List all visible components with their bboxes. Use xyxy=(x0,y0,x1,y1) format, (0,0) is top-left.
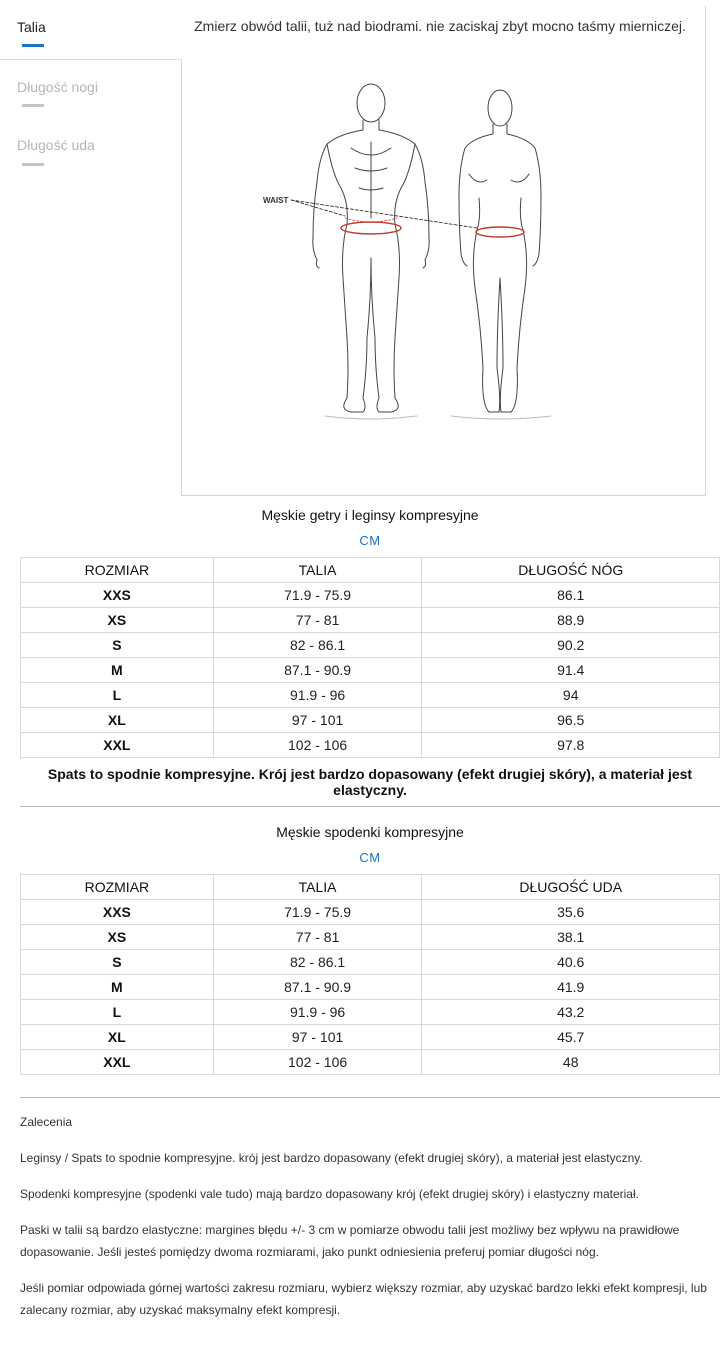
waist-cell: 91.9 - 96 xyxy=(213,1000,422,1025)
body-illustration xyxy=(255,78,560,428)
table-row xyxy=(21,1025,720,1050)
table2-title: Męskie spodenki kompresyjne xyxy=(276,824,464,840)
size-cell: M xyxy=(21,975,214,1000)
length-cell: 35.6 xyxy=(422,900,720,925)
header-thigh-length: DŁUGOŚĆ UDA xyxy=(422,875,720,900)
length-cell: 48 xyxy=(422,1050,720,1075)
size-cell: L xyxy=(21,1000,214,1025)
header-size: ROZMIAR xyxy=(21,875,214,900)
table-row xyxy=(21,1000,720,1025)
table-row xyxy=(21,658,720,683)
recommendation-paragraph: Leginsy / Spats to spodnie kompresyjne. krój jest bardzo dopasowany (efekt drugiej skóry), a materiał jest elastyczny. xyxy=(20,1151,643,1165)
header-size: ROZMIAR xyxy=(21,558,214,583)
table-row xyxy=(21,608,720,633)
male-figure-icon xyxy=(313,84,429,412)
waist-cell: 97 - 101 xyxy=(213,1025,422,1050)
length-cell: 41.9 xyxy=(422,975,720,1000)
length-cell: 91.4 xyxy=(422,658,720,683)
tab-leg-length-indicator xyxy=(22,104,44,107)
tab-leg-length[interactable] xyxy=(0,60,182,120)
length-cell: 40.6 xyxy=(422,950,720,975)
table2-unit: CM xyxy=(359,850,381,865)
table1-unit: CM xyxy=(359,533,381,548)
tab-list xyxy=(0,0,182,497)
waist-cell: 102 - 106 xyxy=(213,1050,422,1075)
header-waist: TALIA xyxy=(213,558,422,583)
waist-cell: 82 - 86.1 xyxy=(213,633,422,658)
table-row xyxy=(21,733,720,758)
waist-cell: 87.1 - 90.9 xyxy=(213,975,422,1000)
section-divider xyxy=(20,1097,720,1098)
waist-cell: 71.9 - 75.9 xyxy=(213,583,422,608)
waist-cell: 97 - 101 xyxy=(213,708,422,733)
waist-cell: 102 - 106 xyxy=(213,733,422,758)
tab-waist-indicator xyxy=(22,44,44,47)
female-figure-icon xyxy=(459,90,541,412)
waist-cell: 77 - 81 xyxy=(213,608,422,633)
table1-title: Męskie getry i leginsy kompresyjne xyxy=(261,507,479,523)
table-row xyxy=(21,683,720,708)
size-cell: XS xyxy=(21,608,214,633)
table-row xyxy=(21,1050,720,1075)
length-cell: 94 xyxy=(422,683,720,708)
recommendation-paragraph: Spodenki kompresyjne (spodenki vale tudo) mają bardzo dopasowany krój (efekt drugiej skóry) i elastyczny materiał. xyxy=(20,1187,639,1201)
size-cell: L xyxy=(21,683,214,708)
waist-cell: 87.1 - 90.9 xyxy=(213,658,422,683)
recommendation-paragraph: Jeśli pomiar odpowiada górnej wartości zakresu rozmiaru, wybierz większy rozmiar, aby uzyskać bardzo lekki efekt kompresji, lub zalecany rozmiar, aby uzyskać maksymalny efekt kompresji. xyxy=(20,1281,707,1317)
waist-cell: 71.9 - 75.9 xyxy=(213,900,422,925)
table-header-row xyxy=(21,558,720,583)
recommendations-heading: Zalecenia xyxy=(20,1115,73,1129)
size-cell: XXL xyxy=(21,1050,214,1075)
recommendation-paragraph: Paski w talii są bardzo elastyczne: margines błędu +/- 3 cm w pomiarze obwodu talii jest możliwy bez wpływu na prawidłowe dopasowanie. Jeśli jesteś pomiędzy dwoma rozmiarami, jako punkt odniesienia preferuj pomiar długości nóg. xyxy=(20,1223,680,1259)
header-leg-length: DŁUGOŚĆ NÓG xyxy=(422,558,720,583)
shorts-size-table xyxy=(20,874,720,1075)
table-row xyxy=(21,925,720,950)
measurement-tabs xyxy=(0,0,721,497)
table-row xyxy=(21,583,720,608)
tab-thigh-length[interactable] xyxy=(0,119,182,179)
tab-leg-length-label: Długość nogi xyxy=(17,79,98,95)
size-cell: S xyxy=(21,950,214,975)
waist-cell: 82 - 86.1 xyxy=(213,950,422,975)
size-cell: XXL xyxy=(21,733,214,758)
size-cell: XL xyxy=(21,1025,214,1050)
waist-cell: 77 - 81 xyxy=(213,925,422,950)
header-waist: TALIA xyxy=(213,875,422,900)
table-row xyxy=(21,708,720,733)
tab-waist[interactable] xyxy=(0,0,182,60)
tab-thigh-length-indicator xyxy=(22,163,44,166)
table-row xyxy=(21,633,720,658)
waist-cell: 91.9 - 96 xyxy=(213,683,422,708)
length-cell: 86.1 xyxy=(422,583,720,608)
length-cell: 90.2 xyxy=(422,633,720,658)
table-header-row xyxy=(21,875,720,900)
length-cell: 38.1 xyxy=(422,925,720,950)
length-cell: 97.8 xyxy=(422,733,720,758)
size-cell: XXS xyxy=(21,900,214,925)
size-cell: M xyxy=(21,658,214,683)
size-cell: XXS xyxy=(21,583,214,608)
size-cell: XS xyxy=(21,925,214,950)
table-row xyxy=(21,950,720,975)
length-cell: 43.2 xyxy=(422,1000,720,1025)
size-cell: XL xyxy=(21,708,214,733)
length-cell: 45.7 xyxy=(422,1025,720,1050)
table-row xyxy=(21,975,720,1000)
waist-label: WAIST xyxy=(263,196,289,205)
table-row xyxy=(21,900,720,925)
length-cell: 96.5 xyxy=(422,708,720,733)
table1-note: Spats to spodnie kompresyjne. Krój jest bardzo dopasowany (efekt drugiej skóry), a materiał jest elastyczny. xyxy=(47,766,693,798)
section-divider xyxy=(20,806,720,807)
length-cell: 88.9 xyxy=(422,608,720,633)
waist-instruction: Zmierz obwód talii, tuż nad biodrami. nie zaciskaj zbyt mocno taśmy mierniczej. xyxy=(194,18,686,34)
tab-waist-label: Talia xyxy=(17,19,46,35)
tab-thigh-length-label: Długość uda xyxy=(17,137,95,153)
size-cell: S xyxy=(21,633,214,658)
leggings-size-table xyxy=(20,557,720,758)
